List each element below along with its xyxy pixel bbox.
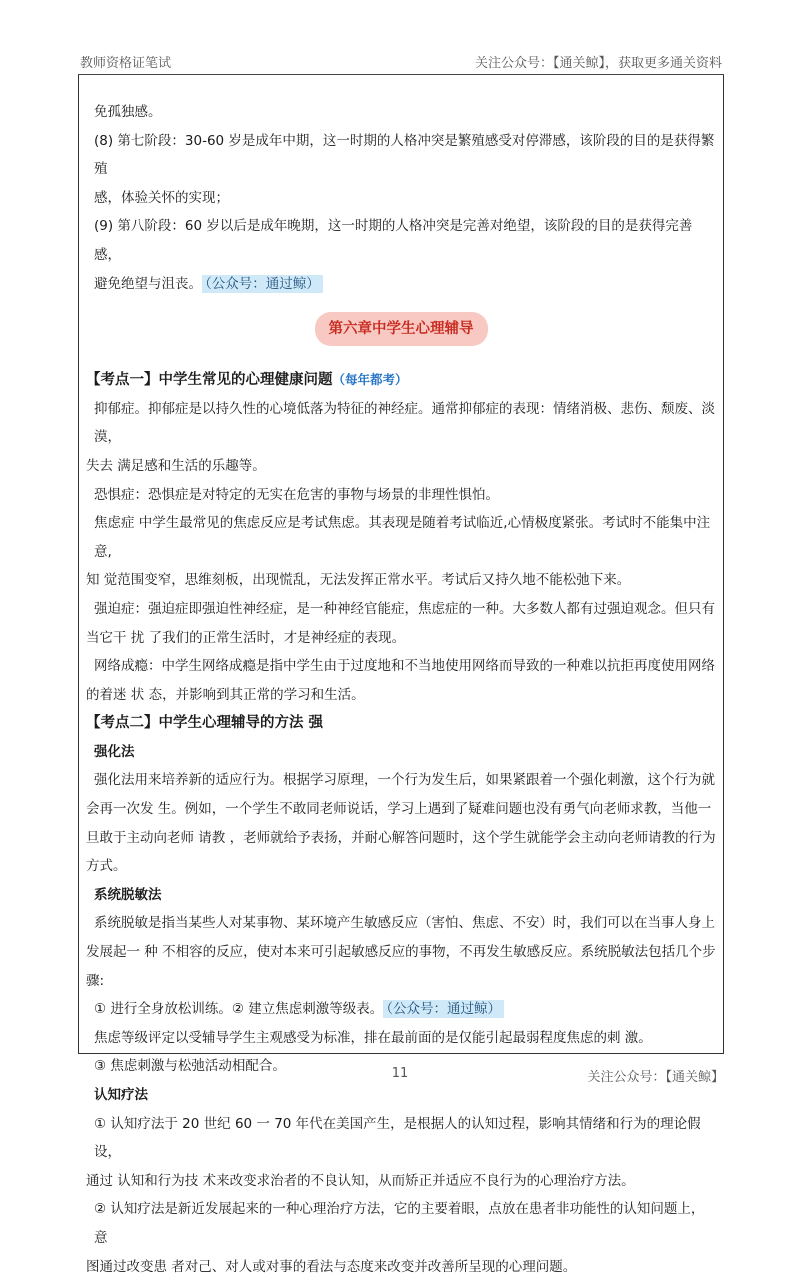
paragraph-line: 当它干 扰 了我们的正常生活时，才是神经症的表现。 bbox=[86, 629, 406, 646]
paragraph-line bbox=[86, 270, 716, 299]
section-heading bbox=[86, 366, 716, 395]
page-number: 11 bbox=[391, 1066, 409, 1081]
paragraph-line: 通过 认知和行为技 术来改变求治者的不良认知，从而矫正并适应不良行为的心理治疗方法。 bbox=[86, 1172, 635, 1189]
page-content bbox=[86, 98, 716, 1281]
highlight-note: （公众号：通过鲸） bbox=[383, 1000, 504, 1018]
paragraph-line: 图通过改变患 者对己、对人或对事的看法与态度来改变并改善所呈现的心理问题。 bbox=[86, 1258, 577, 1275]
chapter-heading-wrap bbox=[86, 312, 716, 350]
paragraph-line: 焦虑症 中学生最常见的焦虑反应是考试焦虑。其表现是随着考试临近,心情极度紧张。考试时不能集中注意, bbox=[94, 515, 711, 560]
paragraph-line: ① 认知疗法于 20 世纪 60 一 70 年代在美国产生，是根据人的认知过程，影响其情绪和行为的理论假设， bbox=[94, 1115, 701, 1161]
paragraph-line: (8) 第七阶段：30-60 岁是成年中期，这一时期的人格冲突是繁殖感受对停滞感，该阶段的目的是获得繁殖 bbox=[94, 132, 715, 178]
page-header bbox=[78, 50, 724, 72]
paragraph-line: 失去 满足感和生活的乐趣等。 bbox=[86, 457, 266, 474]
paragraph-line: 的着迷 状 态，并影响到其正常的学习和生活。 bbox=[86, 686, 365, 703]
chapter-title: 第六章中学生心理辅导 bbox=[315, 312, 488, 346]
subsection-heading: 认知疗法 bbox=[94, 1087, 148, 1103]
paragraph-line: 强化法用来培养新的适应行为。根据学习原理，一个行为发生后，如果紧跟着一个强化刺激，这个行为就 bbox=[94, 772, 715, 789]
subsection-heading: 强化法 bbox=[94, 743, 135, 760]
frequency-tag: （每年都考） bbox=[332, 372, 408, 388]
paragraph-line: 知 觉范围变窄，思维刻板，出现慌乱，无法发挥正常水平。考试后又持久地不能松弛下来。 bbox=[86, 572, 631, 589]
paragraph-text: 避免绝望与沮丧。 bbox=[94, 275, 202, 292]
header-left-text: 教师资格证笔试 bbox=[80, 56, 172, 71]
paragraph-line: ③ 焦虑刺激与松弛活动相配合。 bbox=[94, 1058, 286, 1075]
paragraph-line: 焦虑等级评定以受辅导学生主观感受为标准，排在最前面的是仅能引起最弱程度焦虑的刺 激。 bbox=[94, 1029, 652, 1046]
paragraph-line: 旦敢于主动向老师 请教 ，老师就给予表扬，并耐心解答问题时，这个学生就能学会主动向老师请教的行为 bbox=[86, 829, 716, 846]
paragraph-line: 抑郁症。抑郁症是以持久性的心境低落为特征的神经症。通常抑郁症的表现：情绪消极、悲伤、颓废、淡漠， bbox=[94, 400, 715, 446]
paragraph-line: 会再一次发 生。例如，一个学生不敢同老师说话，学习上遇到了疑难问题也没有勇气向老师求教，当他一 bbox=[86, 801, 712, 818]
footer-right-text: 关注公众号：【通关鲸】 bbox=[587, 1070, 724, 1085]
highlight-note: （公众号：通过鲸） bbox=[202, 275, 323, 293]
header-right-text: 关注公众号：【通关鲸】，获取更多通关资料 bbox=[474, 56, 722, 71]
paragraph-line: 网络成瘾：中学生网络成瘾是指中学生由于过度地和不当地使用网络而导致的一种难以抗拒再度使用网络 bbox=[94, 658, 715, 675]
paragraph-line: 感，体验关怀的实现； bbox=[94, 189, 229, 206]
section-heading: 【考点二】中学生心理辅导的方法 强 bbox=[86, 715, 324, 732]
subsection-heading: 系统脱敏法 bbox=[94, 886, 162, 903]
section-heading-text: 【考点一】中学生常见的心理健康问题 bbox=[86, 372, 333, 389]
paragraph-line: 方式。 bbox=[86, 858, 127, 875]
paragraph-line bbox=[86, 995, 716, 1024]
paragraph-text: ① 进行全身放松训练。② 建立焦虑刺激等级表。 bbox=[94, 1001, 384, 1018]
paragraph-line: 发展起一 种 不相容的反应，使对本来可引起敏感反应的事物，不再发生敏感反应。系统脱敏法包括几个步骤: bbox=[86, 944, 716, 989]
paragraph-line: ② 认知疗法是新近发展起来的一种心理治疗方法，它的主要着眼，点放在患者非功能性的认知问题上，意 bbox=[94, 1201, 705, 1246]
paragraph-line: 系统脱敏是指当某些人对某事物、某环境产生敏感反应（害怕、焦虑、不安）时，我们可以在当事人身上 bbox=[94, 915, 715, 932]
paragraph-line: 免孤独感。 bbox=[94, 104, 162, 120]
paragraph-line: 恐惧症：恐惧症是对特定的无实在危害的事物与场景的非理性惧怕。 bbox=[94, 486, 499, 503]
paragraph-line: 强迫症：强迫症即强迫性神经症，是一种神经官能症，焦虑症的一种。大多数人都有过强迫观念。但只有 bbox=[94, 600, 715, 617]
paragraph-line: (9) 第八阶段：60 岁以后是成年晚期，这一时期的人格冲突是完善对绝望，该阶段的目的是获得完善感， bbox=[94, 218, 693, 263]
